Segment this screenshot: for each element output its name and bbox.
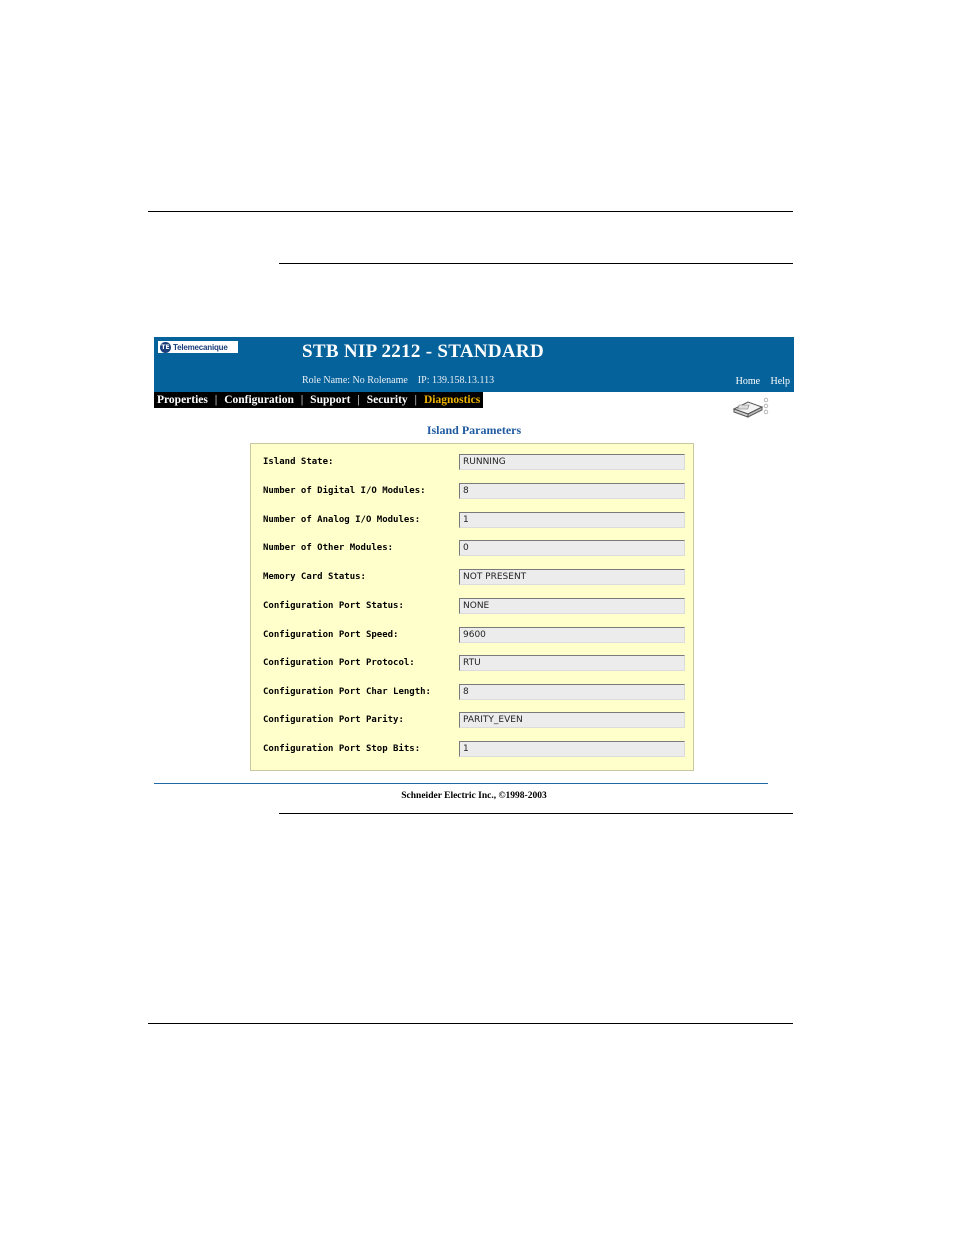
logo-text: Telemecanique	[173, 342, 228, 352]
parameter-label: Configuration Port Char Length:	[263, 687, 431, 697]
parameter-label: Configuration Port Protocol:	[263, 658, 415, 668]
parameter-row	[251, 540, 693, 558]
analog-io-modules-field[interactable]: 1	[459, 512, 685, 528]
menu-diagnostics[interactable]: Diagnostics	[423, 394, 481, 406]
logo-mark-icon: TE	[161, 343, 170, 351]
parameter-row	[251, 741, 693, 759]
config-port-status-field[interactable]: NONE	[459, 598, 685, 614]
parameter-label: Configuration Port Speed:	[263, 630, 399, 640]
parameter-row	[251, 655, 693, 673]
menu-security[interactable]: Security	[366, 394, 408, 406]
main-menu	[154, 392, 483, 408]
island-state-field[interactable]: RUNNING	[459, 454, 685, 470]
parameter-label: Number of Digital I/O Modules:	[263, 486, 426, 496]
top-links	[728, 376, 790, 387]
page-mid-rule	[279, 813, 793, 814]
memory-card-status-field[interactable]: NOT PRESENT	[459, 569, 685, 585]
parameter-label: Island State:	[263, 457, 334, 467]
page-bottom-rule	[148, 1023, 793, 1024]
role-ip-info: Role Name: No Rolename IP: 139.158.13.113	[302, 375, 495, 386]
menu-configuration[interactable]: Configuration	[224, 394, 294, 406]
page-top-rule	[148, 211, 793, 212]
parameter-row	[251, 512, 693, 530]
web-screenshot	[154, 337, 794, 807]
menu-separator: |	[357, 394, 360, 406]
telemecanique-logo[interactable]	[157, 340, 239, 354]
config-port-protocol-field[interactable]: RTU	[459, 655, 685, 671]
parameter-label: Number of Other Modules:	[263, 543, 394, 553]
home-link[interactable]: Home	[735, 376, 761, 387]
header-banner	[154, 337, 794, 392]
section-title: Island Parameters	[426, 423, 522, 437]
parameter-label: Configuration Port Status:	[263, 601, 404, 611]
config-port-stop-bits-field[interactable]: 1	[459, 741, 685, 757]
island-parameters-panel	[250, 443, 694, 771]
menu-separator: |	[300, 394, 304, 406]
parameter-row	[251, 454, 693, 472]
page-sub-rule	[279, 263, 793, 264]
parameter-label: Configuration Port Stop Bits:	[263, 744, 421, 754]
product-title: STB NIP 2212 - STANDARD	[302, 341, 544, 362]
footer-divider	[154, 783, 768, 784]
parameter-row	[251, 569, 693, 587]
config-port-parity-field[interactable]: PARITY_EVEN	[459, 712, 685, 728]
menu-support[interactable]: Support	[310, 394, 351, 406]
digital-io-modules-field[interactable]: 8	[459, 483, 685, 499]
menu-separator: |	[214, 394, 218, 406]
parameter-row	[251, 598, 693, 616]
parameter-label: Configuration Port Parity:	[263, 715, 404, 725]
parameter-label: Number of Analog I/O Modules:	[263, 515, 421, 525]
other-modules-field[interactable]: 0	[459, 540, 685, 556]
menu-properties[interactable]: Properties	[157, 394, 208, 406]
menu-separator: |	[414, 394, 417, 406]
parameter-label: Memory Card Status:	[263, 572, 366, 582]
parameter-row	[251, 684, 693, 702]
copyright-text: Schneider Electric Inc., ©1998-2003	[401, 791, 547, 801]
parameter-row	[251, 627, 693, 645]
parameter-row	[251, 712, 693, 730]
config-port-char-length-field[interactable]: 8	[459, 684, 685, 700]
parameter-row	[251, 483, 693, 501]
network-device-icon[interactable]	[732, 397, 772, 419]
help-link[interactable]: Help	[770, 376, 790, 387]
config-port-speed-field[interactable]: 9600	[459, 627, 685, 643]
